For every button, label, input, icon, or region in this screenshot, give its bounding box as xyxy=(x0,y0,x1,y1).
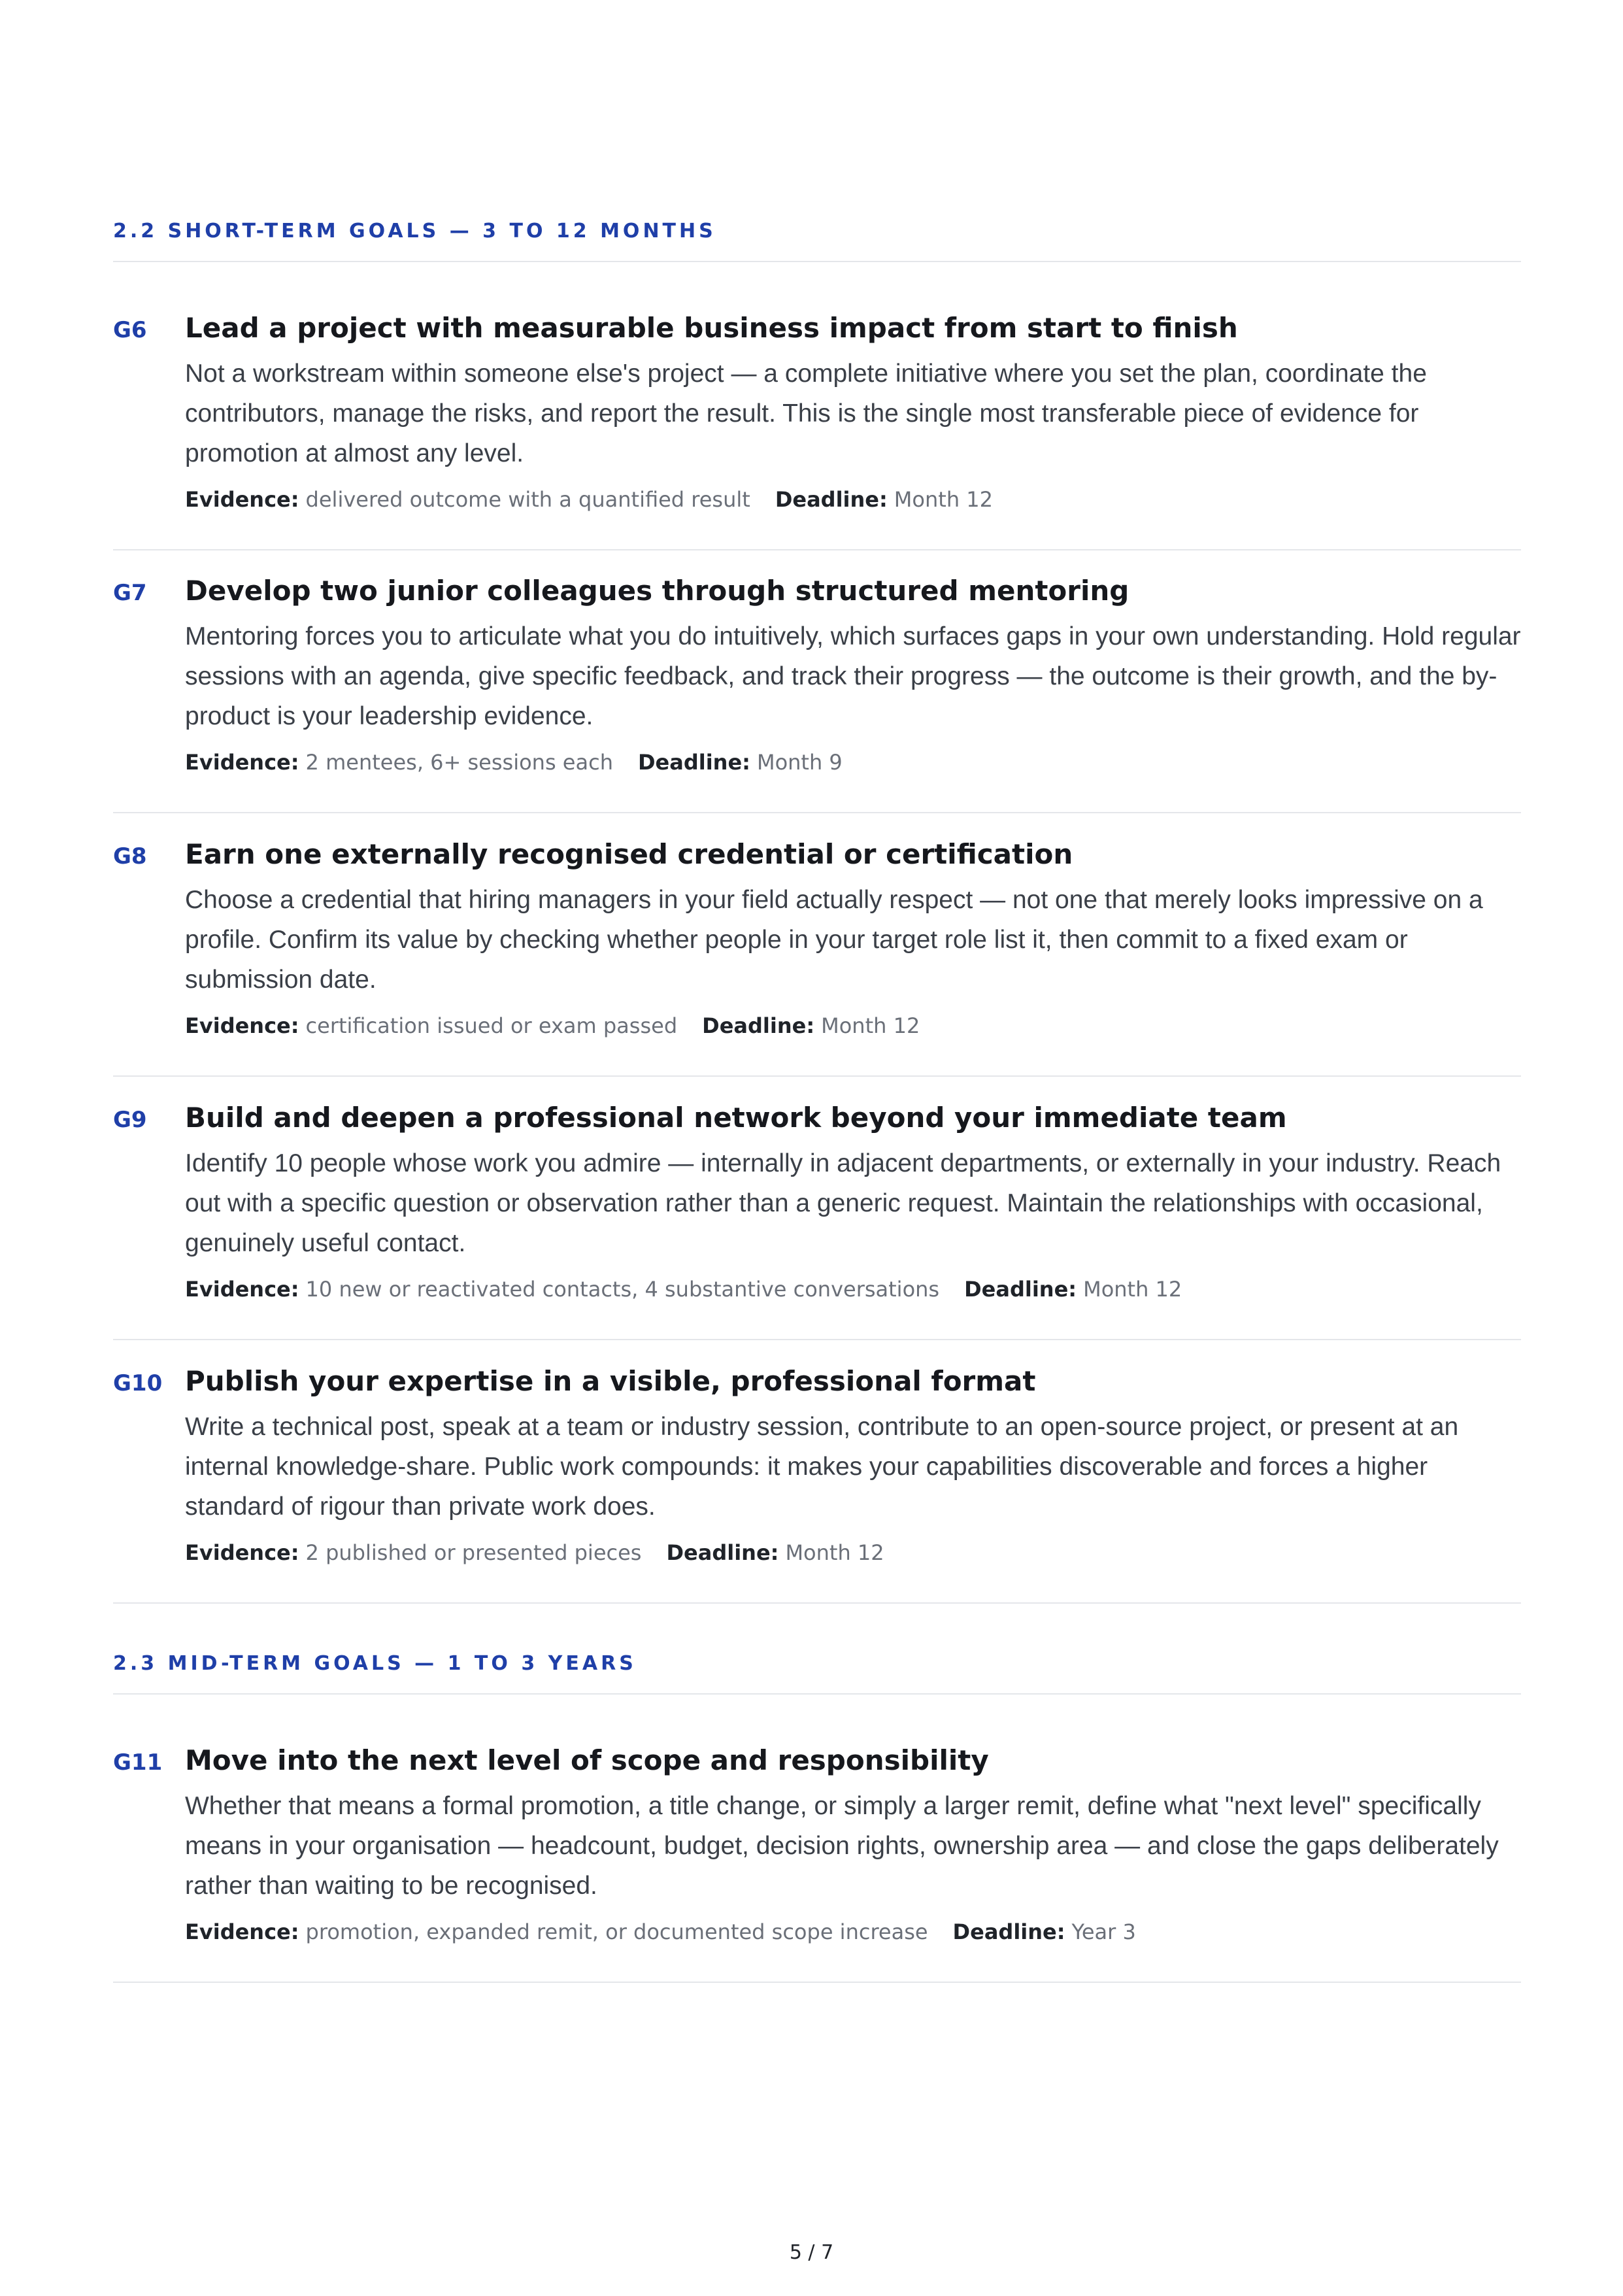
goal-item-g9 xyxy=(113,1100,1521,1340)
goal-description: Whether that means a formal promotion, a title change, or simply a larger remit, define what "next level" specifically means in your organisation — headcount, budget, decision rights, ownership area — and close the gaps deliberately rather than waiting to be recognised. xyxy=(185,1792,1499,1900)
goal-body xyxy=(185,1364,1521,1567)
evidence-label: Evidence: xyxy=(185,1919,299,1944)
goal-id: G6 xyxy=(113,317,147,343)
goal-title: Lead a project with measurable business impact from start to finish xyxy=(185,312,1238,344)
goal-meta xyxy=(185,1917,1521,1946)
evidence-label: Evidence: xyxy=(185,1540,299,1565)
goal-description: Choose a credential that hiring managers in your field actually respect — not one that merely looks impressive on a profile. Confirm its value by checking whether people in your target role list it, then commit to a fixed exam or submission date. xyxy=(185,886,1483,994)
section-mid-term xyxy=(113,1652,1521,1695)
section-heading: 2.2 SHORT-TERM GOALS — 3 TO 12 MONTHS xyxy=(113,220,1521,262)
goal-item-g10 xyxy=(113,1364,1521,1604)
goal-description: Write a technical post, speak at a team or industry session, contribute to an open-source project, or present at an internal knowledge-share. Public work compounds: it makes your capabilities discoverable and forces a higher standard of rigour than private work does. xyxy=(185,1413,1459,1521)
goal-id: G8 xyxy=(113,843,147,869)
deadline-value: Month 12 xyxy=(894,487,993,512)
goal-title: Publish your expertise in a visible, professional format xyxy=(185,1365,1036,1397)
goal-id: G10 xyxy=(113,1370,163,1396)
page-number: 5 / 7 xyxy=(789,2241,834,2264)
goal-item-g6 xyxy=(113,311,1521,550)
goal-meta xyxy=(185,485,1521,514)
goal-body xyxy=(185,1100,1521,1304)
deadline-label: Deadline: xyxy=(702,1013,815,1038)
evidence-value: promotion, expanded remit, or documented scope increase xyxy=(305,1919,928,1944)
goal-description: Mentoring forces you to articulate what you do intuitively, which surfaces gaps in your own understanding. Hold regular sessions with an agenda, give specific feedback, and track their progress — the outcome is their growth, and the by-product is your leadership evidence. xyxy=(185,622,1521,730)
goal-title: Build and deepen a professional network beyond your immediate team xyxy=(185,1102,1287,1134)
goal-meta xyxy=(185,1275,1521,1304)
deadline-label: Deadline: xyxy=(952,1919,1065,1944)
goal-description: Not a workstream within someone else's project — a complete initiative where you set the plan, coordinate the contributors, manage the risks, and report the result. This is the single most transferable piece of evidence for promotion at almost any level. xyxy=(185,360,1427,467)
goal-meta xyxy=(185,1538,1521,1567)
goal-body xyxy=(185,311,1521,514)
evidence-label: Evidence: xyxy=(185,1277,299,1302)
evidence-label: Evidence: xyxy=(185,487,299,512)
deadline-value: Month 12 xyxy=(1083,1277,1182,1302)
goal-description: Identify 10 people whose work you admire — internally in adjacent departments, or externally in your industry. Reach out with a specific question or observation rather than a generic request. Maintain the relationships with occasional, genuinely useful contact. xyxy=(185,1149,1501,1257)
goal-title: Earn one externally recognised credential or certification xyxy=(185,838,1073,870)
evidence-value: certification issued or exam passed xyxy=(305,1013,678,1038)
section-short-term xyxy=(113,220,1521,262)
deadline-label: Deadline: xyxy=(775,487,888,512)
evidence-label: Evidence: xyxy=(185,1013,299,1038)
goal-body xyxy=(185,837,1521,1040)
goal-body xyxy=(185,573,1521,777)
evidence-value: 2 published or presented pieces xyxy=(305,1540,642,1565)
deadline-value: Month 12 xyxy=(785,1540,884,1565)
goal-item-g8 xyxy=(113,837,1521,1077)
evidence-value: 2 mentees, 6+ sessions each xyxy=(305,750,613,775)
evidence-label: Evidence: xyxy=(185,750,299,775)
goal-item-g11 xyxy=(113,1743,1521,1983)
goal-body xyxy=(185,1743,1521,1946)
section-heading: 2.3 MID-TERM GOALS — 1 TO 3 YEARS xyxy=(113,1652,1521,1695)
goal-meta xyxy=(185,1011,1521,1040)
goal-title: Move into the next level of scope and responsibility xyxy=(185,1744,989,1776)
goal-id: G11 xyxy=(113,1749,163,1776)
deadline-value: Month 12 xyxy=(821,1013,920,1038)
evidence-value: 10 new or reactivated contacts, 4 substantive conversations xyxy=(305,1277,940,1302)
evidence-value: delivered outcome with a quantified result xyxy=(305,487,750,512)
deadline-label: Deadline: xyxy=(666,1540,779,1565)
goal-title: Develop two junior colleagues through structured mentoring xyxy=(185,575,1129,607)
goal-id: G7 xyxy=(113,580,147,606)
deadline-label: Deadline: xyxy=(964,1277,1077,1302)
goal-id: G9 xyxy=(113,1107,147,1133)
deadline-value: Month 9 xyxy=(756,750,843,775)
deadline-value: Year 3 xyxy=(1071,1919,1136,1944)
goal-meta xyxy=(185,748,1521,777)
deadline-label: Deadline: xyxy=(637,750,750,775)
goal-item-g7 xyxy=(113,573,1521,813)
